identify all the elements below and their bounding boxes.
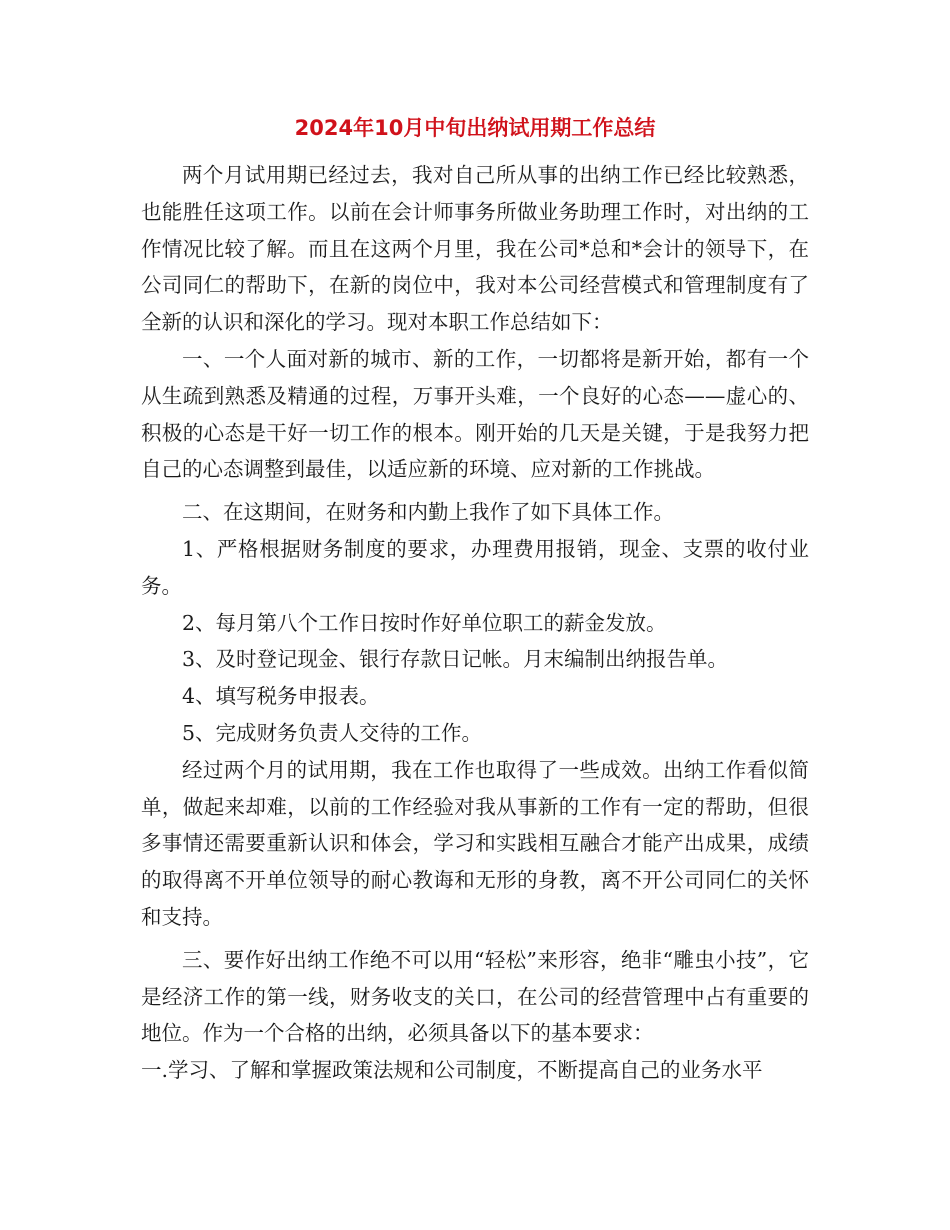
paragraph-results: 经过两个月的试用期，我在工作也取得了一些成效。出纳工作看似简单，做起来却难，以前的工作经验对我从事新的工作有一定的帮助，但很多事情还需要重新认识和体会，学习和实践相互融合才能产出成果，成绩的取得离不开单位领导的耐心教诲和无形的身教，离不开公司同仁的关怀和支持。: [141, 757, 809, 929]
list-item-4: 4、填写税务申报表。: [182, 684, 380, 709]
list-item-3: 3、及时登记现金、银行存款日记帐。月末编制出纳报告单。: [182, 647, 729, 672]
document-body: [141, 157, 809, 1089]
paragraph-requirement-one: 一.学习、了解和掌握政策法规和公司制度，不断提高自己的业务水平: [141, 1058, 763, 1083]
list-item-1: 1、严格根据财务制度的要求，办理费用报销，现金、支票的收付业务。: [141, 536, 809, 598]
list-item-5: 5、完成财务负责人交待的工作。: [182, 720, 483, 745]
document-title: 2024年10月中旬出纳试用期工作总结: [294, 116, 656, 140]
paragraph-section-two: 二、在这期间，在财务和内勤上我作了如下具体工作。: [182, 500, 674, 525]
paragraph-intro: 两个月试用期已经过去，我对自己所从事的出纳工作已经比较熟悉，也能胜任这项工作。以前在会计师事务所做业务助理工作时，对出纳的工作情况比较了解。而且在这两个月里，我在公司*总和*会计的领导下，在公司同仁的帮助下，在新的岗位中，我对本公司经营模式和管理制度有了全新的认识和深化的学习。现对本职工作总结如下：: [141, 163, 809, 335]
paragraph-section-three: 三、要作好出纳工作绝不可以用“轻松”来形容，绝非“雕虫小技”，它是经济工作的第一线，财务收支的关口，在公司的经营管理中占有重要的地位。作为一个合格的出纳，必须具备以下的基本要求：: [141, 947, 809, 1046]
paragraph-section-one: 一、一个人面对新的城市、新的工作，一切都将是新开始，都有一个从生疏到熟悉及精通的过程，万事开头难，一个良好的心态——虚心的、积极的心态是干好一切工作的根本。刚开始的几天是关键，于是我努力把自己的心态调整到最佳，以适应新的环境、应对新的工作挑战。: [141, 346, 809, 482]
list-item-2: 2、每月第八个工作日按时作好单位职工的薪金发放。: [182, 610, 667, 635]
